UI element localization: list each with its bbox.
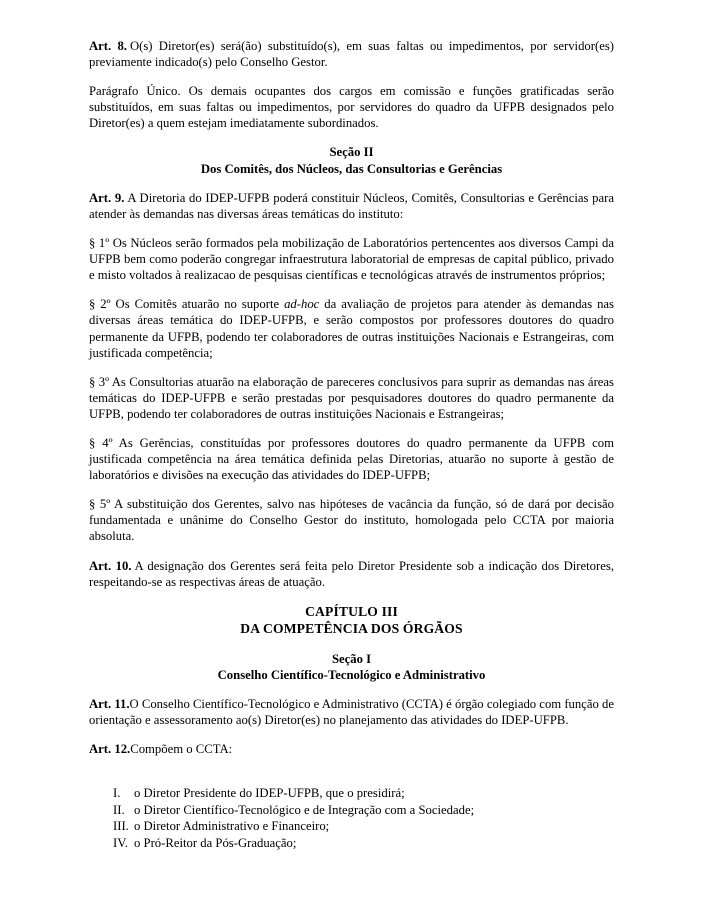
paragraph-2-italic-term: ad-hoc (284, 297, 320, 312)
article-9-text: A Diretoria do IDEP-UFPB poderá constituir Núcleos, Comitês, Consultorias e Gerências para atender às demandas nas diversas áreas temáticas do instituto: (89, 190, 614, 221)
article-8-paragraph (89, 38, 614, 70)
paragraph-2-after-italic: da avaliação de projetos para atender às demandas nas diversas áreas temática do IDEP-UFPB, e serão compostos por professores doutores do quadro permanente da UFPB, podendo ter colaboradores de outras instituições Nacionais e Estrangeiras, com justificada competência; (89, 297, 614, 360)
article-11-label: Art. 11. (89, 696, 130, 711)
list-item-text: o Diretor Presidente do IDEP-UFPB, que o presidirá; (134, 786, 405, 801)
secao-2-heading-line-1: Seção II (329, 145, 374, 160)
capitulo-3-heading-line-2: DA COMPETÊNCIA DOS ÓRGÃOS (240, 621, 463, 637)
secao-2-heading-line-2: Dos Comitês, dos Núcleos, das Consultorias e Gerências (200, 161, 503, 176)
paragraph-2-text (89, 296, 614, 360)
paragraph-2-before-italic: § 2º Os Comitês atuarão no suporte (89, 297, 285, 312)
article-12-label: Art. 12. (89, 742, 131, 757)
paragraph-1-text: § 1º Os Núcleos serão formados pela mobilização de Laboratórios pertencentes aos diversos Campi da UFPB bem como poderão congregar infraestrutura laboratorial de empresas de capital público, privado e misto voltados à realizacao de pesquisas científicas e tecnológicas através de instrumentos próprios; (89, 236, 614, 283)
list-item-text: o Pró-Reitor da Pós-Graduação; (134, 836, 297, 851)
article-11-text: O Conselho Científico-Tecnológico e Administrativo (CCTA) é órgão colegiado com função de orientação e assessoramento ao(s) Diretor(es) no planejamento das atividades do IDEP-UFPB. (89, 696, 614, 728)
article-10-paragraph (89, 558, 614, 590)
capitulo-3-heading-line-1: CAPÍTULO III (305, 603, 398, 619)
document-body (89, 38, 614, 852)
paragrafo-unico-paragraph: Parágrafo Único. Os demais ocupantes dos cargos em comissão e funções gratificadas serão substituídos, em suas faltas ou impedimentos, por servidores do quadro da UFPB designados pelo Diretor(es) a quem estejam imediatamente subordinados. (89, 84, 614, 131)
article-12-paragraph (89, 741, 614, 757)
article-10-label: Art. 10. (89, 558, 132, 573)
list-item (89, 835, 614, 852)
list-item (89, 785, 614, 802)
secao-1-heading-line-1: Seção I (331, 651, 372, 666)
paragraph-3-text: § 3º As Consultorias atuarão na elaboração de pareceres conclusivos para suprir as demandas nas áreas temáticas do IDEP-UFPB e serão prestadas por pesquisadores doutores do quadro permanente da UFPB, podendo ter colaboradores de outras instituições Nacionais e Estrangeiras; (89, 374, 614, 421)
list-item-numeral: I. (113, 786, 121, 801)
article-9-paragraph (89, 190, 614, 222)
paragraph-5-text: § 5º A substituição dos Gerentes, salvo nas hipóteses de vacância da função, só de dará por decisão fundamentada e unânime do Conselho Gestor do instituto, homologada pelo CCTA por maioria absoluta. (89, 497, 614, 544)
list-item-text: o Diretor Científico-Tecnológico e de Integração com a Sociedade; (134, 802, 475, 817)
secao-1-heading (89, 651, 614, 683)
article-11-paragraph (89, 696, 614, 728)
secao-1-heading-line-2: Conselho Científico-Tecnológico e Administrativo (217, 667, 486, 682)
list-item (89, 818, 614, 835)
secao-2-heading (89, 144, 614, 176)
article-8-text: O(s) Diretor(es) será(ão) substituído(s), em suas faltas ou impedimentos, por servidor(es) previamente indicado(s) pelo Conselho Gestor. (89, 39, 615, 70)
article-8-label: Art. 8. (89, 39, 127, 53)
article-9-label: Art. 9. (89, 190, 125, 205)
list-item-text: o Diretor Administrativo e Financeiro; (134, 819, 330, 834)
article-12-text: Compõem o CCTA: (130, 742, 233, 757)
article-10-text: A designação dos Gerentes será feita pelo Diretor Presidente sob a indicação dos Diretores, respeitando-se as respectivas áreas de atuação. (89, 558, 614, 589)
list-item-numeral: II. (113, 802, 125, 817)
ccta-members-list (89, 785, 614, 851)
list-item-numeral: IV. (113, 836, 128, 851)
list-spacer (89, 770, 614, 785)
capitulo-3-heading (89, 603, 614, 638)
list-item (89, 802, 614, 819)
list-item-numeral: III. (113, 819, 129, 834)
paragraph-4-text: § 4º As Gerências, constituídas por professores doutores do quadro permanente da UFPB com justificada competência na área temática definida pelas Diretorias, atuarão no suporte à gestão de laboratórios e divisões na execução das atividades do IDEP-UFPB; (89, 436, 614, 483)
